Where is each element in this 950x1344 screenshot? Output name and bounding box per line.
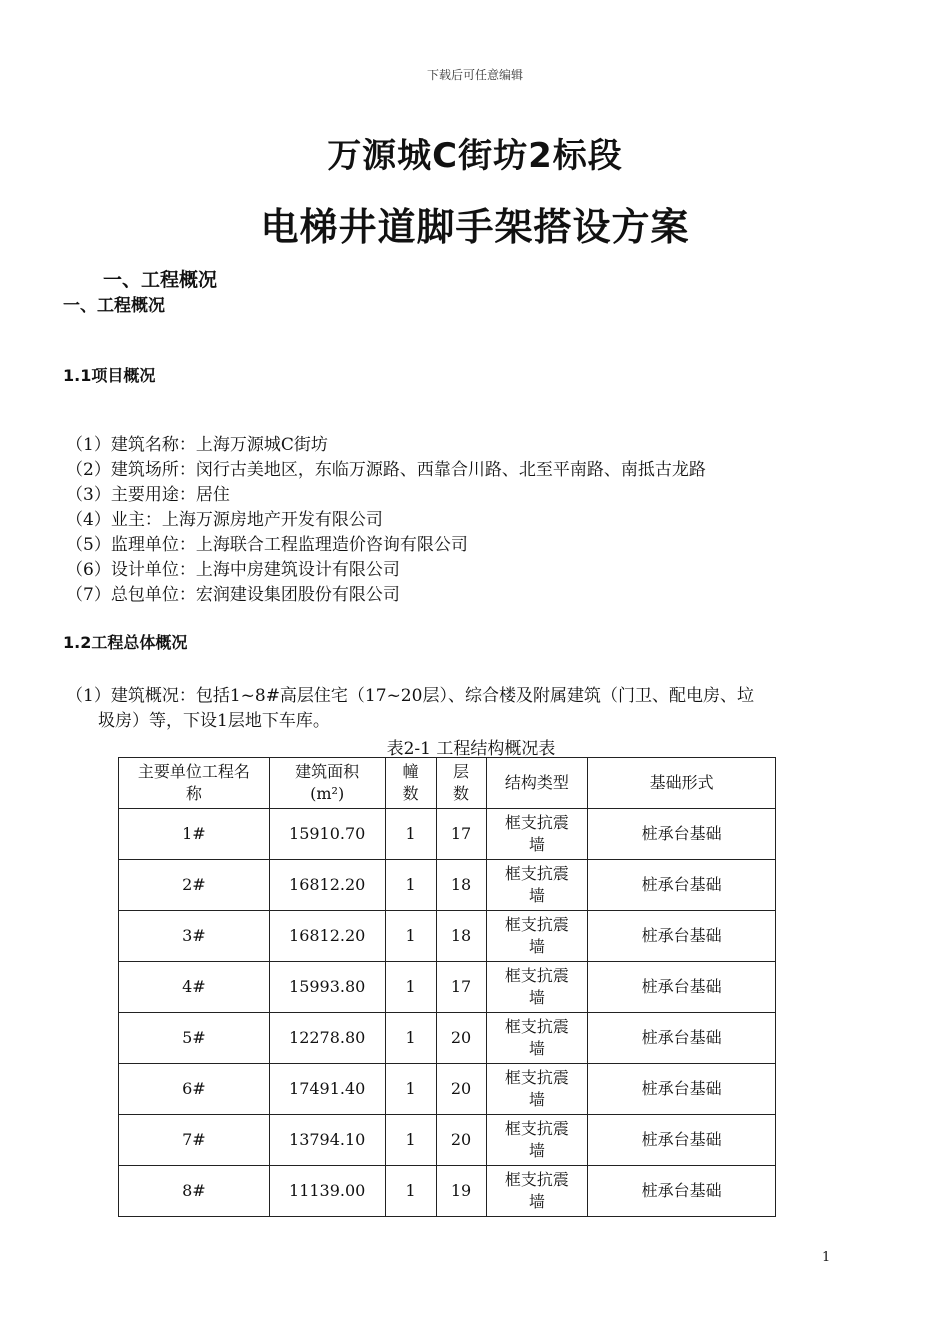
cell-unit: 4#	[119, 962, 270, 1013]
header-unit: 主要单位工程名 称	[119, 758, 270, 809]
table-row	[119, 1115, 776, 1166]
list-item: （2）建筑场所：闵行古美地区，东临万源路、西靠合川路、北至平南路、南抵古龙路	[66, 460, 706, 480]
building-overview-paragraph	[66, 684, 846, 734]
cell-count: 1	[385, 1166, 436, 1217]
cell-area: 11139.00	[269, 1166, 385, 1217]
cell-foundation: 桩承台基础	[588, 1013, 776, 1064]
header-count: 幢 数	[385, 758, 436, 809]
cell-area: 16812.20	[269, 860, 385, 911]
section-heading: 一、工程概况	[63, 296, 165, 316]
cell-structure: 框支抗震 墙	[486, 962, 588, 1013]
cell-foundation: 桩承台基础	[588, 809, 776, 860]
cell-count: 1	[385, 1064, 436, 1115]
header-structure: 结构类型	[486, 758, 588, 809]
table-caption	[0, 734, 950, 759]
cell-area: 16812.20	[269, 911, 385, 962]
cell-foundation: 桩承台基础	[588, 860, 776, 911]
list-item: （3）主要用途：居住	[66, 485, 230, 505]
cell-structure: 框支抗震 墙	[486, 1064, 588, 1115]
subsection-heading-1-1: 1.1项目概况	[63, 366, 156, 385]
cell-floors: 17	[436, 809, 486, 860]
cell-floors: 17	[436, 962, 486, 1013]
cell-floors: 20	[436, 1115, 486, 1166]
header-foundation: 基础形式	[588, 758, 776, 809]
project-info-list	[66, 433, 706, 608]
paragraph-line: （1）建筑概况：包括1~8#高层住宅（17~20层）、综合楼及附属建筑（门卫、配电房、垃	[66, 686, 754, 706]
cell-count: 1	[385, 809, 436, 860]
cell-foundation: 桩承台基础	[588, 962, 776, 1013]
cell-count: 1	[385, 962, 436, 1013]
cell-unit: 2#	[119, 860, 270, 911]
cell-count: 1	[385, 860, 436, 911]
cell-foundation: 桩承台基础	[588, 1115, 776, 1166]
cell-floors: 18	[436, 911, 486, 962]
cell-area: 13794.10	[269, 1115, 385, 1166]
cell-unit: 3#	[119, 911, 270, 962]
cell-structure: 框支抗震 墙	[486, 1115, 588, 1166]
list-item: （4）业主：上海万源房地产开发有限公司	[66, 510, 383, 530]
table-caption-text: 表2-1 工程结构概况表	[386, 739, 556, 759]
table-row	[119, 1013, 776, 1064]
cell-count: 1	[385, 1115, 436, 1166]
page-number: 1	[822, 1250, 831, 1265]
cell-count: 1	[385, 911, 436, 962]
cell-structure: 框支抗震 墙	[486, 1013, 588, 1064]
cell-structure: 框支抗震 墙	[486, 911, 588, 962]
cell-unit: 8#	[119, 1166, 270, 1217]
table-row	[119, 860, 776, 911]
section-heading-indented: 一、工程概况	[103, 269, 218, 291]
subsection-heading-1-2: 1.2工程总体概况	[63, 633, 188, 652]
list-item: （6）设计单位：上海中房建筑设计有限公司	[66, 560, 400, 580]
header-area: 建筑面积 (m²)	[269, 758, 385, 809]
page-header-note: 下载后可任意编辑	[426, 68, 523, 82]
cell-floors: 18	[436, 860, 486, 911]
list-item: （7）总包单位：宏润建设集团股份有限公司	[66, 585, 400, 605]
table-row	[119, 911, 776, 962]
table-row	[119, 962, 776, 1013]
table-row	[119, 1166, 776, 1217]
cell-structure: 框支抗震 墙	[486, 1166, 588, 1217]
cell-structure: 框支抗震 墙	[486, 860, 588, 911]
table-row	[119, 1064, 776, 1115]
cell-unit: 5#	[119, 1013, 270, 1064]
list-item: （5）监理单位：上海联合工程监理造价咨询有限公司	[66, 535, 468, 555]
document-title: 万源城C街坊2标段	[327, 136, 623, 176]
header-floors: 层 数	[436, 758, 486, 809]
cell-unit: 6#	[119, 1064, 270, 1115]
cell-floors: 20	[436, 1013, 486, 1064]
cell-foundation: 桩承台基础	[588, 911, 776, 962]
list-item: （1）建筑名称：上海万源城C街坊	[66, 435, 328, 455]
cell-floors: 20	[436, 1064, 486, 1115]
cell-foundation: 桩承台基础	[588, 1064, 776, 1115]
cell-area: 15993.80	[269, 962, 385, 1013]
table-header-row	[119, 758, 776, 809]
cell-area: 12278.80	[269, 1013, 385, 1064]
cell-unit: 1#	[119, 809, 270, 860]
document-subtitle: 电梯井道脚手架搭设方案	[260, 205, 690, 249]
table-row	[119, 809, 776, 860]
cell-floors: 19	[436, 1166, 486, 1217]
cell-structure: 框支抗震 墙	[486, 809, 588, 860]
structure-overview-table	[118, 757, 776, 1217]
cell-foundation: 桩承台基础	[588, 1166, 776, 1217]
cell-area: 15910.70	[269, 809, 385, 860]
cell-count: 1	[385, 1013, 436, 1064]
cell-unit: 7#	[119, 1115, 270, 1166]
cell-area: 17491.40	[269, 1064, 385, 1115]
paragraph-line: 圾房）等，下设1层地下车库。	[98, 711, 330, 731]
